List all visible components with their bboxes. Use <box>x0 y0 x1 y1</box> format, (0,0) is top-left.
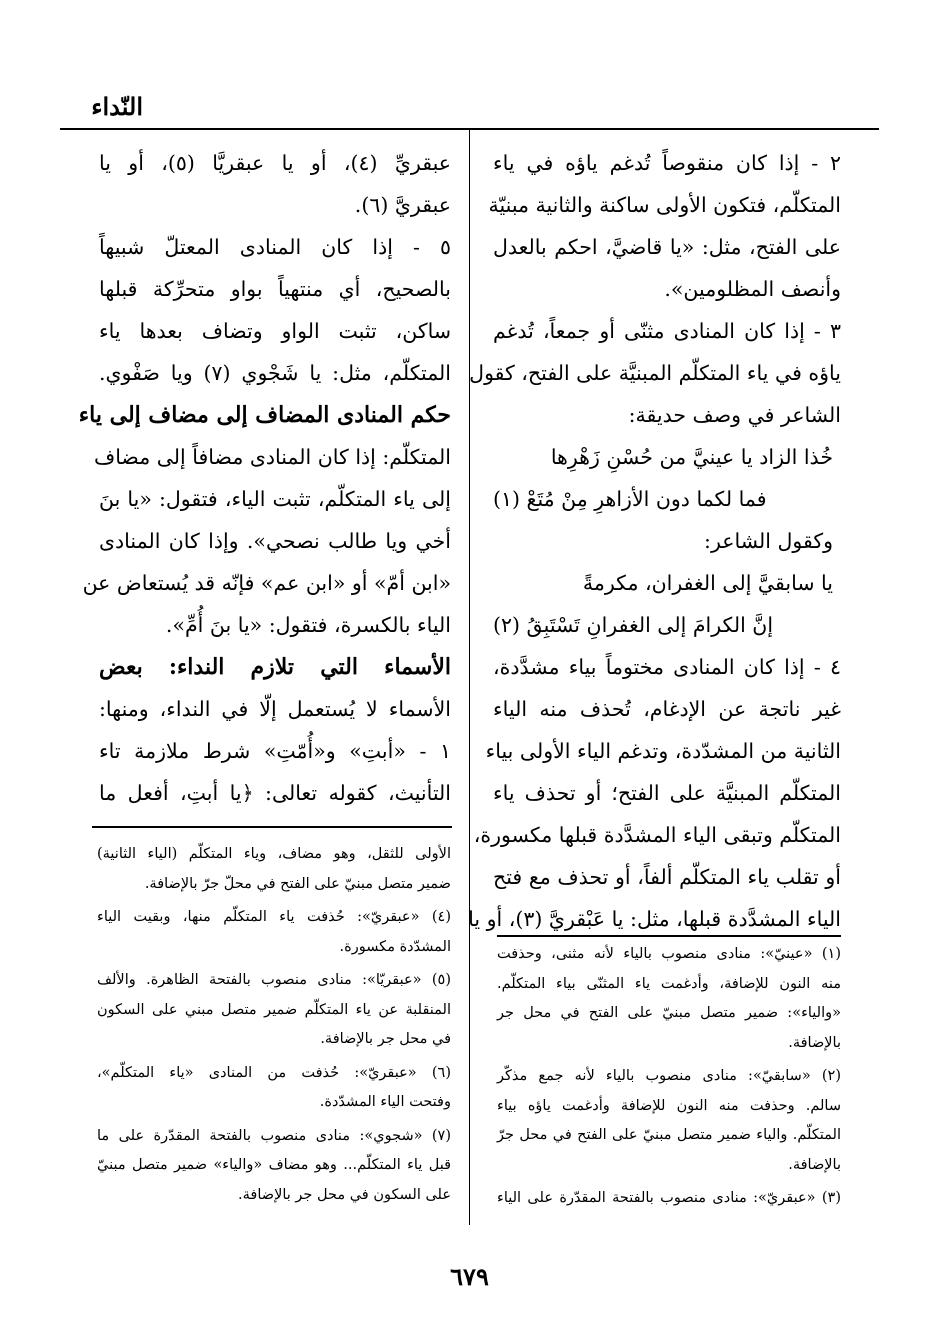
footnote-line: (١) «عينيّ»: منادى منصوب بالياء لأنه مثنى، وحذفت <box>497 946 841 962</box>
footnote-line: (٦) «عبقريّ»: حُذفت من المنادى «ياء المتكلّم»، <box>97 1064 451 1081</box>
footnote-rule <box>497 935 841 937</box>
body-line: وكقول الشاعر: <box>704 529 833 553</box>
body-line: المتكلّم: إذا كان المنادى مضافاً إلى مضاف <box>93 445 451 469</box>
body-line: ٤ - إذا كان المنادى مختوماً بياء مشدَّدة، <box>493 655 841 679</box>
footnote-line: ضمير متصل مبنيّ على الفتح في محلّ جرّ بالإضافة. <box>144 875 451 892</box>
body-line: الثانية من المشدّدة، وتدغم الياء الأولى بياء <box>485 739 841 763</box>
body-line: أخي ويا طالب نصحي». وإذا كان المنادى <box>99 529 451 553</box>
body-line: أو تقلب ياء المتكلّم ألفاً، أو تحذف مع فتح <box>493 865 841 889</box>
poem-verse-line: خُذا الزاد يا عينيَّ من حُسْنِ زَهْرِها <box>550 445 833 469</box>
body-line: ٣ - إذا كان المنادى مثنّى أو جمعاً، تُدغم <box>493 319 841 343</box>
section-heading: الأسماء التي تلازم النداء: بعض <box>99 654 451 680</box>
body-line: الياء المشدَّدة قبلها، مثل: يا عَبْقريَّ (٣)، أو يا <box>468 907 841 931</box>
footnote-line: وفتحت الياء المشدّدة. <box>319 1094 451 1110</box>
footnote-line: (٥) «عبقريّا»: منادى منصوب بالفتحة الظاهرة. والألف <box>97 972 451 988</box>
poem-verse-line: إنَّ الكرامَ إلى الغفرانِ تَسْتَبِقُ (٢) <box>493 613 774 637</box>
footnote-line: «والياء»: ضمير متصل مبنيّ على الفتح في محل جر <box>497 1005 841 1021</box>
body-line: بالصحيح، أي منتهياً بواو متحرِّكة قبلها <box>99 277 451 301</box>
footnote-line: المنقلبة عن ياء المتكلّم ضمير متصل مبني على السكون <box>97 1001 451 1018</box>
body-line: عبقريِّ (٤)، أو يا عبقريَّا (٥)، أو يا <box>99 151 451 175</box>
footnote-line: (٢) «سابقيّ»: منادى منصوب بالياء لأنه جمع مذكّر <box>497 1068 841 1084</box>
body-line: غير ناتجة عن الإدغام، تُحذف منه الياء <box>493 697 841 721</box>
body-line: ياؤه في ياء المتكلّم المبنيَّة على الفتح، كقول <box>469 361 841 385</box>
body-line: الأسماء لا يُستعمل إلّا في النداء، ومنها: <box>99 697 451 721</box>
body-line: المتكلّم المبنيَّة على الفتح؛ أو تحذف ياء <box>493 781 841 805</box>
body-line: ساكن، تثبت الواو وتضاف بعدها ياء <box>99 319 451 343</box>
footnote-line: منه النون للإضافة، وأدغمت ياء المثنّى بياء المتكلّم. <box>497 975 841 992</box>
page-number: ٦٧٩ <box>450 1262 489 1291</box>
footnote-line: بالإضافة. <box>788 1156 841 1173</box>
footnote-line: في محل جر بالإضافة. <box>320 1031 451 1047</box>
body-line: الشاعر في وصف حديقة: <box>628 403 841 427</box>
body-line: على الفتح، مثل: «يا قاضيَّ، احكم بالعدل <box>493 235 841 259</box>
body-line: الياء بالكسرة، فتقول: «يا بنَ أُمِّ». <box>165 613 451 637</box>
body-line: ٢ - إذا كان منقوصاً تُدغم ياؤه في ياء <box>493 151 841 175</box>
running-header-title: النّداء <box>91 92 143 121</box>
body-line: إلى ياء المتكلّم، تثبت الياء، فتقول: «يا بنَ <box>99 487 451 511</box>
body-line: التأنيث، كقوله تعالى: ﴿يا أبتِ، أفعل ما <box>99 781 451 805</box>
section-heading: حكم المنادى المضاف إلى مضاف إلى ياء <box>78 402 451 428</box>
footnote-line: قبل ياء المتكلّم... وهو مضاف «والياء» ضمير متصل مبنيّ <box>97 1157 451 1173</box>
poem-verse-line: فما لكما دون الأزاهرِ مِنْ مُتَعْ (١) <box>493 487 767 511</box>
footnote-line: المشدّدة مكسورة. <box>339 938 451 955</box>
footnotes-left <box>97 840 451 1210</box>
footnote-line: المتكلّم. والياء ضمير متصل مبنيّ على الفتح في محل جرّ <box>497 1127 841 1143</box>
footnote-line: (٤) «عبقريّ»: حُذفت ياء المتكلّم منها، وبقيت الياء <box>97 909 451 925</box>
footnote-line: الأولى للثقل، وهو مضاف، وياء المتكلّم (الياء الثانية) <box>97 846 451 862</box>
body-line: المتكلّم، مثل: يا شَجْوي (٧) ويا صَفْوي. <box>99 361 451 385</box>
body-line: عبقريَّ (٦). <box>354 193 451 217</box>
body-line: وأنصف المظلومين». <box>664 277 841 301</box>
right-column <box>468 142 841 940</box>
footnotes-right <box>497 940 841 1214</box>
footnote-line: بالإضافة. <box>788 1034 841 1051</box>
footnote-line: على السكون في محل جر بالإضافة. <box>238 1186 451 1203</box>
body-line: المتكلّم، فتكون الأولى ساكنة والثانية مبنيّة <box>488 193 841 217</box>
body-line: «ابن أمّ» أو «ابن عم» فإنّه قد يُستعاض عن <box>82 571 451 595</box>
body-line: ٥ - إذا كان المنادى المعتلّ شبيهاً <box>99 235 451 259</box>
column-divider <box>469 130 470 1225</box>
body-line: المتكلّم وتبقى الياء المشدَّدة قبلها مكسورة، <box>473 823 841 847</box>
body-line: ١ - «أبتِ» و«أُمّتِ» شرط ملازمة تاء <box>99 739 451 763</box>
left-column <box>78 142 451 814</box>
poem-verse-line: يا سابقيَّ إلى الغفران، مكرمةً <box>582 571 833 595</box>
footnote-line: (٣) «عبقريّ»: منادى منصوب بالفتحة المقدّرة على الياء <box>497 1190 841 1206</box>
footnote-line: سالم. وحذفت منه النون للإضافة وأدغمت ياؤه بياء <box>497 1097 841 1114</box>
footnote-line: (٧) «شجوي»: منادى منصوب بالفتحة المقدّرة على ما <box>97 1127 451 1144</box>
footnote-rule <box>92 826 452 828</box>
